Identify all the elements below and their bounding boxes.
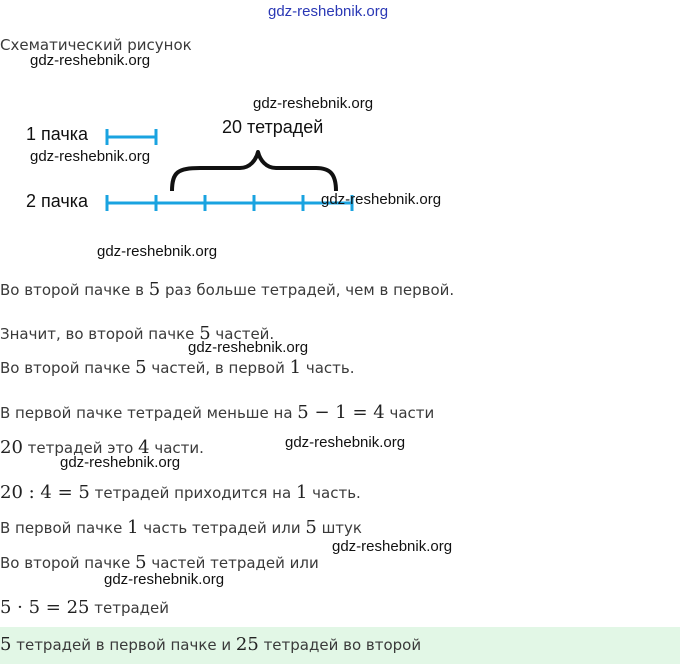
- watermark: gdz-reshebnik.org: [97, 243, 218, 260]
- solution-line-6: 20 : 4 = 5 тетрадей приходится на 1 часть.: [0, 482, 361, 503]
- solution-line-2: Значит, во второй пачке 5 частей.: [0, 323, 275, 344]
- watermark: gdz-reshebnik.org: [253, 95, 374, 112]
- pack2-segment: [107, 195, 352, 211]
- curly-brace: [172, 152, 336, 191]
- answer-text: 5 тетрадей в первой пачке и 25 тетрадей во второй: [0, 634, 422, 655]
- pack1-label: 1 пачка: [26, 124, 89, 144]
- answer-box: [0, 627, 680, 664]
- solution-line-4: В первой пачке тетрадей меньше на 5 − 1 = 4 части: [0, 402, 435, 423]
- solution-line-7: В первой пачке 1 часть тетрадей или 5 штук: [0, 517, 362, 538]
- solution-line-1: Во второй пачке в 5 раз больше тетрадей, чем в первой.: [0, 279, 455, 300]
- watermark: gdz-reshebnik.org: [188, 339, 309, 356]
- watermark: gdz-reshebnik.org: [285, 434, 406, 451]
- watermark: gdz-reshebnik.org: [30, 148, 151, 165]
- solution-line-3: Во второй пачке 5 частей, в первой 1 часть.: [0, 357, 355, 378]
- pack2-label: 2 пачка: [26, 191, 89, 211]
- pack1-segment: [107, 129, 156, 145]
- solution-line-8: Во второй пачке 5 частей тетрадей или: [0, 552, 319, 573]
- diagram-heading: Схематический рисунок: [0, 36, 192, 54]
- brace-label: 20 тетрадей: [222, 117, 324, 137]
- solution-line-5: 20 тетрадей это 4 части.: [0, 437, 204, 458]
- solution-line-9: 5 · 5 = 25 тетрадей: [0, 597, 170, 618]
- watermark: gdz-reshebnik.org: [60, 454, 181, 471]
- watermark: gdz-reshebnik.org: [332, 538, 453, 555]
- watermark-top: gdz-reshebnik.org: [268, 3, 389, 20]
- watermark: gdz-reshebnik.org: [30, 52, 151, 69]
- watermark: gdz-reshebnik.org: [321, 191, 442, 208]
- watermark: gdz-reshebnik.org: [104, 571, 225, 588]
